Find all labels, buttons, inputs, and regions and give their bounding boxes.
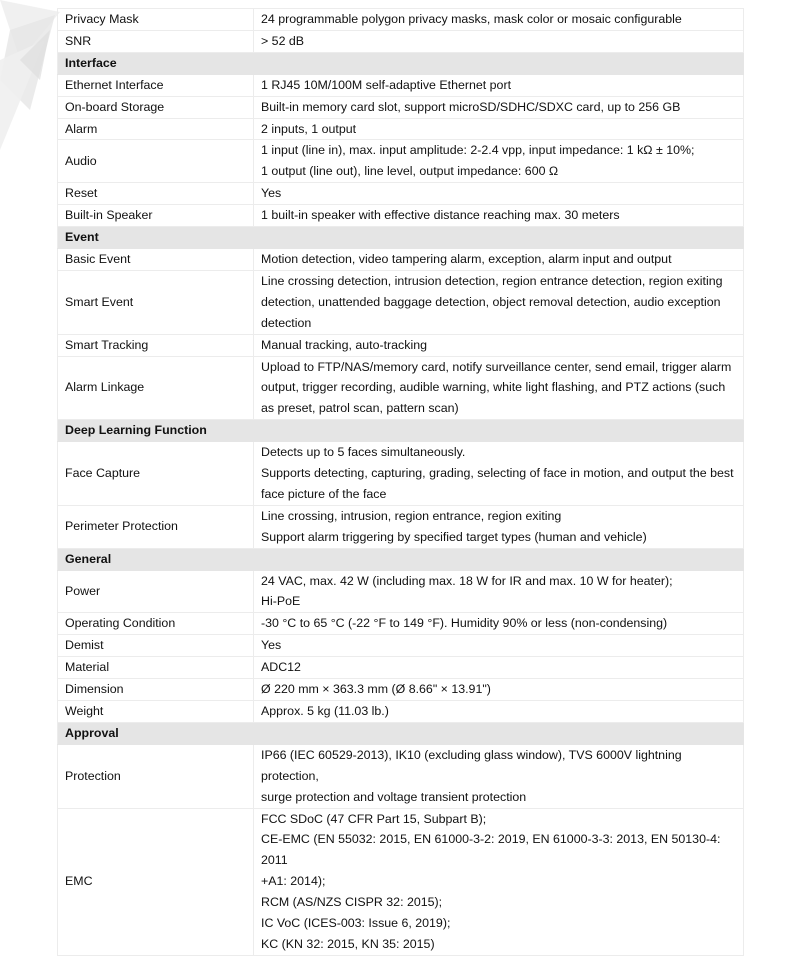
- spec-label: Demist: [58, 635, 254, 657]
- spec-label: On-board Storage: [58, 96, 254, 118]
- spec-value-line: detection: [261, 315, 312, 330]
- spec-row-protection: [58, 744, 744, 808]
- spec-value: [254, 96, 744, 118]
- spec-value-line: Upload to FTP/NAS/memory card, notify surveillance center, send email, trigger alarm: [261, 359, 732, 374]
- section-title: Approval: [58, 722, 254, 744]
- spec-row-power: [58, 570, 744, 613]
- spec-label: Protection: [58, 744, 254, 808]
- spec-row-reset: [58, 183, 744, 205]
- spec-row-material: [58, 657, 744, 679]
- spec-row-weight: [58, 701, 744, 723]
- spec-value-line: KC (KN 32: 2015, KN 35: 2015): [261, 936, 435, 951]
- spec-value-line: 1 output (line out), line level, output impedance: 600 Ω: [261, 164, 559, 179]
- section-spacer: [254, 722, 744, 744]
- spec-value: [254, 9, 744, 31]
- spec-row-alarm: [58, 118, 744, 140]
- spec-value: [254, 74, 744, 96]
- spec-value-line: output, trigger recording, audible warning, white light flashing, and PTZ actions (such: [261, 380, 726, 395]
- spec-label: Smart Tracking: [58, 334, 254, 356]
- spec-value-line: Yes: [261, 186, 282, 201]
- spec-value-line: Approx. 5 kg (11.03 lb.): [261, 704, 389, 718]
- spec-value: [254, 183, 744, 205]
- spec-label: Smart Event: [58, 270, 254, 334]
- spec-value-line: Hi-PoE: [261, 594, 301, 609]
- spec-row-smart-tracking: [58, 334, 744, 356]
- spec-row-snr: [58, 30, 744, 52]
- spec-label: Operating Condition: [58, 613, 254, 635]
- spec-label: EMC: [58, 808, 254, 955]
- spec-value-line: Line crossing, intrusion, region entrance, region exiting: [261, 508, 562, 523]
- spec-value: [254, 140, 744, 183]
- section-header-interface: [58, 52, 744, 74]
- spec-value-line: > 52 dB: [261, 33, 305, 48]
- spec-value-line: Built-in memory card slot, support microSD/SDHC/SDXC card, up to 256 GB: [261, 99, 681, 114]
- spec-value-line: +A1: 2014);: [261, 874, 326, 889]
- section-title: General: [58, 548, 254, 570]
- specification-table: [57, 8, 744, 956]
- section-title: Deep Learning Function: [58, 420, 254, 442]
- spec-label: Perimeter Protection: [58, 505, 254, 548]
- spec-label: Reset: [58, 183, 254, 205]
- spec-value: [254, 744, 744, 808]
- section-spacer: [254, 227, 744, 249]
- section-header-deep-learning-function: [58, 420, 744, 442]
- spec-value: [254, 679, 744, 701]
- spec-value-line: -30 °C to 65 °C (-22 °F to 149 °F). Humidity 90% or less (non-condensing): [261, 616, 668, 631]
- spec-label: Built-in Speaker: [58, 205, 254, 227]
- spec-value: [254, 334, 744, 356]
- spec-value: [254, 30, 744, 52]
- spec-value-line: FCC SDoC (47 CFR Part 15, Subpart B);: [261, 811, 487, 826]
- spec-label: Power: [58, 570, 254, 613]
- spec-value: [254, 205, 744, 227]
- spec-value: [254, 356, 744, 420]
- spec-value-line: Motion detection, video tampering alarm, exception, alarm input and output: [261, 251, 672, 266]
- spec-value-line: 24 programmable polygon privacy masks, mask color or mosaic configurable: [261, 12, 682, 26]
- spec-value-line: CE-EMC (EN 55032: 2015, EN 61000-3-2: 2019, EN 61000-3-3: 2013, EN 50130-4: 2011: [261, 832, 721, 868]
- spec-label: Material: [58, 657, 254, 679]
- spec-value: [254, 505, 744, 548]
- spec-value-line: Yes: [261, 638, 282, 653]
- spec-value-line: Support alarm triggering by specified target types (human and vehicle): [261, 529, 647, 544]
- section-title: Event: [58, 227, 254, 249]
- spec-label: Ethernet Interface: [58, 74, 254, 96]
- spec-value-line: Manual tracking, auto-tracking: [261, 337, 427, 352]
- spec-row-perimeter-protection: [58, 505, 744, 548]
- spec-value-line: 1 built-in speaker with effective distance reaching max. 30 meters: [261, 208, 620, 223]
- spec-value-line: as preset, patrol scan, pattern scan): [261, 401, 459, 416]
- spec-label: Weight: [58, 701, 254, 723]
- spec-value-line: IP66 (IEC 60529-2013), IK10 (excluding glass window), TVS 6000V lightning protection,: [261, 747, 682, 783]
- spec-label: Face Capture: [58, 442, 254, 506]
- spec-value: [254, 701, 744, 723]
- spec-label: Alarm: [58, 118, 254, 140]
- spec-row-dimension: [58, 679, 744, 701]
- section-spacer: [254, 52, 744, 74]
- spec-label: Audio: [58, 140, 254, 183]
- spec-value-line: 1 input (line in), max. input amplitude: 2-2.4 vpp, input impedance: 1 kΩ ± 10%;: [261, 143, 695, 158]
- specification-table-body: [58, 9, 744, 956]
- spec-value: [254, 635, 744, 657]
- spec-value: [254, 248, 744, 270]
- spec-value-line: Detects up to 5 faces simultaneously.: [261, 445, 466, 460]
- spec-row-alarm-linkage: [58, 356, 744, 420]
- spec-label: Alarm Linkage: [58, 356, 254, 420]
- spec-value-line: surge protection and voltage transient protection: [261, 789, 527, 804]
- spec-value: [254, 442, 744, 506]
- spec-row-emc: [58, 808, 744, 955]
- section-spacer: [254, 420, 744, 442]
- section-header-general: [58, 548, 744, 570]
- spec-value-line: IC VoC (ICES-003: Issue 6, 2019);: [261, 916, 451, 931]
- spec-value-line: face picture of the face: [261, 486, 387, 501]
- spec-value: [254, 808, 744, 955]
- spec-row-ethernet-interface: [58, 74, 744, 96]
- spec-value: [254, 613, 744, 635]
- spec-value: [254, 118, 744, 140]
- section-header-event: [58, 227, 744, 249]
- spec-value-line: Supports detecting, capturing, grading, selecting of face in motion, and output the best: [261, 466, 734, 481]
- spec-row-on-board-storage: [58, 96, 744, 118]
- spec-row-operating-condition: [58, 613, 744, 635]
- spec-row-demist: [58, 635, 744, 657]
- spec-value-line: Ø 220 mm × 363.3 mm (Ø 8.66" × 13.91"): [261, 682, 491, 697]
- spec-row-audio: [58, 140, 744, 183]
- spec-row-smart-event: [58, 270, 744, 334]
- spec-value: [254, 570, 744, 613]
- spec-value-line: 2 inputs, 1 output: [261, 121, 357, 136]
- spec-value-line: RCM (AS/NZS CISPR 32: 2015);: [261, 895, 443, 910]
- spec-row-privacy-mask: [58, 9, 744, 31]
- section-header-approval: [58, 722, 744, 744]
- spec-label: Basic Event: [58, 248, 254, 270]
- spec-label: Dimension: [58, 679, 254, 701]
- section-title: Interface: [58, 52, 254, 74]
- spec-row-face-capture: [58, 442, 744, 506]
- spec-value: [254, 657, 744, 679]
- spec-value-line: detection, unattended baggage detection, object removal detection, audio exception: [261, 294, 721, 309]
- spec-value-line: 1 RJ45 10M/100M self-adaptive Ethernet port: [261, 77, 512, 92]
- spec-value-line: 24 VAC, max. 42 W (including max. 18 W for IR and max. 10 W for heater);: [261, 573, 673, 588]
- spec-value: [254, 270, 744, 334]
- spec-label: SNR: [58, 30, 254, 52]
- spec-row-built-in-speaker: [58, 205, 744, 227]
- spec-label: Privacy Mask: [58, 9, 254, 31]
- spec-row-basic-event: [58, 248, 744, 270]
- spec-value-line: ADC12: [261, 660, 301, 675]
- section-spacer: [254, 548, 744, 570]
- spec-value-line: Line crossing detection, intrusion detection, region entrance detection, region exiting: [261, 273, 723, 288]
